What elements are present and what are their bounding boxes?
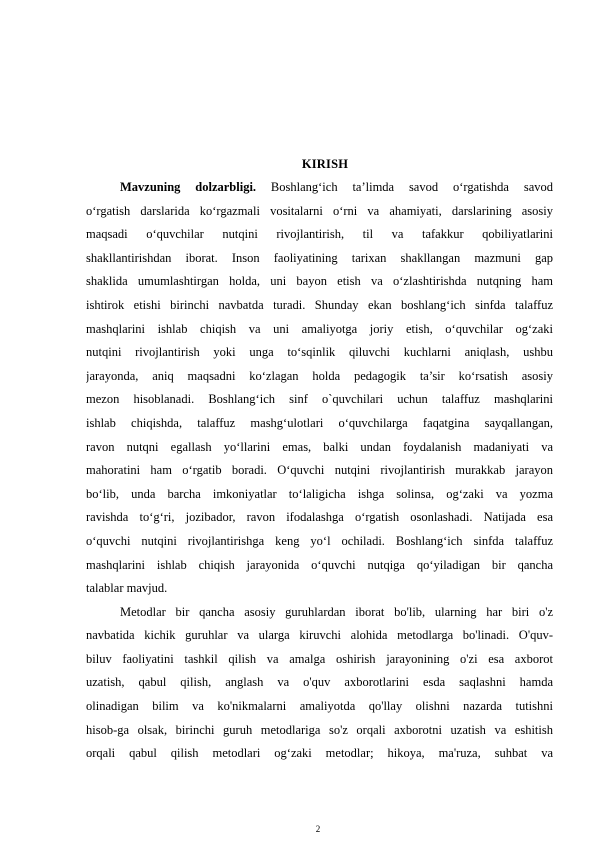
text-line: mashqlarini ishlab chiqish jarayonida o‘quvchi nutqiga qo‘yiladigan bir qancha (86, 557, 553, 572)
text-line: ravishda to‘g‘ri, jozibador, ravon ifodalashga o‘rgatish osonlashadi. Natijada esa (86, 510, 553, 525)
text-line: olinadigan bilim va ko'nikmalarni amaliyotda qo'llay olishni nazarda tutishni (86, 699, 553, 714)
text-line: hisob-ga olsak, birinchi guruh metodlariga so'z orqali axborotni uzatish va eshitish (86, 722, 553, 737)
text-line: jarayonda, aniq maqsadni ko‘zlagan holda pedagogik ta’sir ko‘rsatish asosiy (86, 368, 553, 383)
line-text: Boshlang‘ich ta’limda savod o‘rgatishda savod (256, 180, 553, 194)
text-line: uzatish, qabul qilish, anglash va o'quv axborotlarini esda saqlashni hamda (86, 675, 553, 690)
text-line (86, 176, 553, 200)
text-line: nutqini rivojlantirish yoki unga to‘sqinlik qiluvchi kuchlarni aniqlash, ushbu (86, 345, 553, 360)
text-line: shaklida umumlashtirgan holda, uni bayon etish va o‘zlashtirishda nutqning ham (86, 274, 553, 289)
lead-phrase: Mavzuning dolzarbligi. (120, 180, 257, 194)
text-line: ravon nutqni egallash yo‘llarini emas, balki undan foydalanish madaniyati va (86, 439, 553, 454)
text-line: ishtirok etishi birinchi navbatda turadi. Shunday ekan boshlang‘ich sinfda talaffuz (86, 297, 553, 312)
text-line: Metodlar bir qancha asosiy guruhlardan iborat bo'lib, ularning har biri o'z (120, 604, 553, 619)
text-line: biluv faoliyatini tashkil qilish va amalga oshirish jarayonining o'zi esa axborot (86, 651, 553, 666)
text-line: maqsadi o‘quvchilar nutqini rivojlantirish, til va tafakkur qobiliyatlarini (86, 227, 553, 242)
page-number: 2 (315, 824, 321, 834)
text-line: ishlab chiqishda, talaffuz mashg‘ulotlari o‘quvchilarga faqatgina sayqallangan, (86, 415, 553, 430)
text-line: navbatida kichik guruhlar va ularga kiruvchi alohida metodlarga bo'linadi. O'quv- (86, 628, 553, 643)
text-line: bo‘lib, unda barcha imkoniyatlar to‘laligicha ishga solinsa, og‘zaki va yozma (86, 486, 553, 501)
section-title: KIRISH (301, 157, 349, 171)
text-line: shakllantirishdan iborat. Inson faoliyatining tarixan shakllangan mazmuni gap (86, 250, 553, 265)
text-line: orqali qabul qilish metodlari og‘zaki metodlar; hikoya, ma'ruza, suhbat va (86, 746, 553, 761)
text-line: mahoratini ham o‘rgatib boradi. O‘quvchi nutqini rivojlantirish murakkab jarayon (86, 463, 553, 478)
body-text (86, 176, 553, 766)
text-line: mashqlarini ishlab chiqish va uni amaliyotga joriy etish, o‘quvchilar og‘zaki (86, 321, 553, 336)
text-line: o‘rgatish darslarida ko‘rgazmali vositalarni o‘rni va ahamiyati, darslarining asosiy (86, 203, 553, 218)
text-line: talablar mavjud. (86, 581, 168, 596)
text-line: mezon hisoblanadi. Boshlang‘ich sinf o`quvchilari uchun talaffuz mashqlarini (86, 392, 553, 407)
text-line: o‘quvchi nutqini rivojlantirishga keng yo‘l ochiladi. Boshlang‘ich sinfda talaffuz (86, 533, 553, 548)
